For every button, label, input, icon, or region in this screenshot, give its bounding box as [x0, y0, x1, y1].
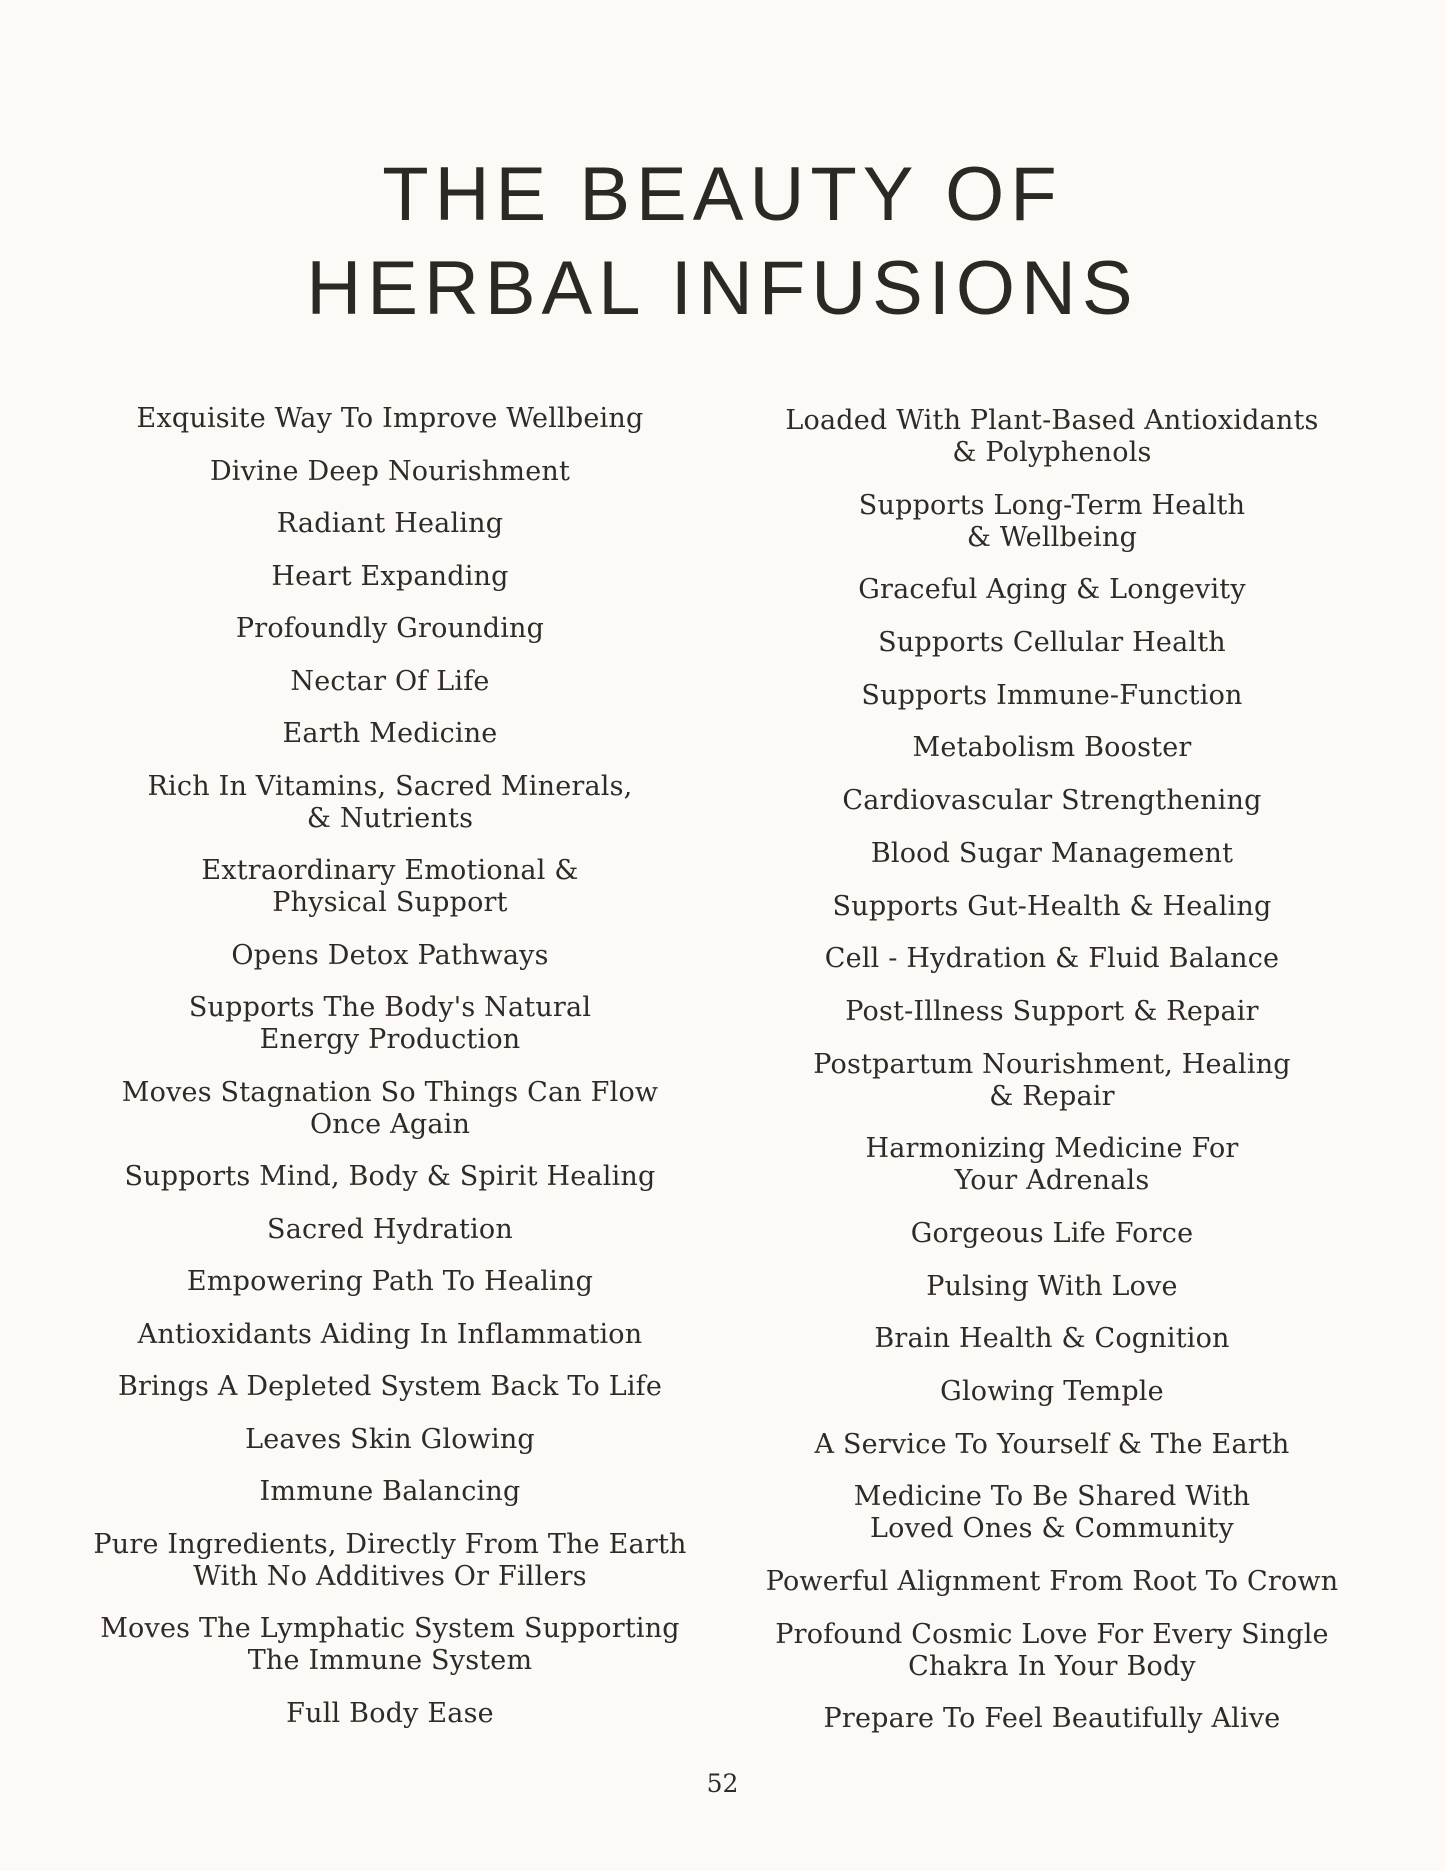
benefit-item: Blood Sugar Management	[870, 837, 1234, 869]
benefit-item: Harmonizing Medicine For Your Adrenals	[865, 1133, 1239, 1197]
benefit-item: Powerful Alignment From Root To Crown	[765, 1566, 1339, 1598]
benefit-item: Full Body Ease	[286, 1697, 494, 1729]
benefit-item: Supports The Body's Natural Energy Production	[188, 992, 592, 1055]
benefit-item: Supports Cellular Health	[878, 627, 1226, 659]
benefit-item: Supports Long-Term Health & Wellbeing	[858, 489, 1246, 553]
benefit-item: Earth Medicine	[282, 718, 498, 749]
benefit-item: Profound Cosmic Love For Every Single Chakra In Your Body	[775, 1618, 1329, 1682]
benefit-item: Supports Immune-Function	[861, 679, 1243, 711]
benefit-item: Gorgeous Life Force	[910, 1217, 1194, 1249]
benefit-item: Divine Deep Nourishment	[209, 455, 571, 487]
benefit-item: Nectar Of Life	[290, 665, 490, 697]
benefit-item: Brain Health & Cognition	[874, 1323, 1230, 1355]
benefit-item: Cell - Hydration & Fluid Balance	[824, 943, 1280, 975]
benefit-item: Glowing Temple	[940, 1376, 1164, 1407]
benefit-item: Extraordinary Emotional & Physical Support	[201, 855, 579, 918]
benefit-item: Pure Ingredients, Directly From The Earth With No Additives Or Fillers	[93, 1528, 687, 1592]
benefit-item: Exquisite Way To Improve Wellbeing	[136, 403, 644, 434]
benefit-item: Immune Balancing	[259, 1476, 521, 1507]
page-title	[0, 148, 1445, 336]
benefit-item: Brings A Depleted System Back To Life	[117, 1371, 663, 1402]
benefits-list-left	[90, 403, 690, 1750]
benefit-item: Heart Expanding	[271, 560, 509, 592]
benefit-item: Moves The Lymphatic System Supporting The Immune System	[100, 1613, 680, 1676]
benefit-item: Empowering Path To Healing	[186, 1266, 594, 1297]
benefit-item: Medicine To Be Shared With Loved Ones & Community	[853, 1481, 1251, 1545]
benefit-item: Sacred Hydration	[267, 1213, 513, 1245]
benefit-item: Moves Stagnation So Things Can Flow Once Again	[121, 1076, 659, 1140]
benefit-item: Profoundly Grounding	[235, 613, 545, 644]
benefit-item: Rich In Vitamins, Sacred Minerals, & Nutrients	[147, 770, 633, 834]
page-number: 52	[706, 1769, 739, 1798]
benefit-item: Metabolism Booster	[912, 732, 1192, 764]
benefit-item: Supports Gut-Health & Healing	[832, 890, 1272, 922]
benefit-item: Supports Mind, Body & Spirit Healing	[124, 1161, 656, 1192]
benefit-item: Leaves Skin Glowing	[245, 1423, 535, 1455]
benefit-item: Antioxidants Aiding In Inflammation	[137, 1318, 643, 1350]
benefit-item: A Service To Yourself & The Earth	[814, 1428, 1290, 1460]
benefits-list-right	[742, 405, 1362, 1756]
benefit-item: Post-Illness Support & Repair	[845, 995, 1259, 1027]
benefit-item: Opens Detox Pathways	[231, 939, 549, 971]
title-line-2: HERBAL INFUSIONS	[306, 246, 1139, 331]
benefit-item: Loaded With Plant-Based Antioxidants & Polyphenols	[785, 405, 1319, 468]
benefit-item: Prepare To Feel Beautifully Alive	[823, 1703, 1281, 1735]
benefit-item: Graceful Aging & Longevity	[858, 574, 1246, 606]
benefit-item: Radiant Healing	[276, 508, 504, 539]
title-line-1: THE BEAUTY OF	[382, 152, 1063, 237]
benefit-item: Cardiovascular Strengthening	[842, 785, 1262, 817]
benefit-item: Pulsing With Love	[926, 1270, 1178, 1302]
benefit-item: Postpartum Nourishment, Healing & Repair	[813, 1048, 1291, 1112]
